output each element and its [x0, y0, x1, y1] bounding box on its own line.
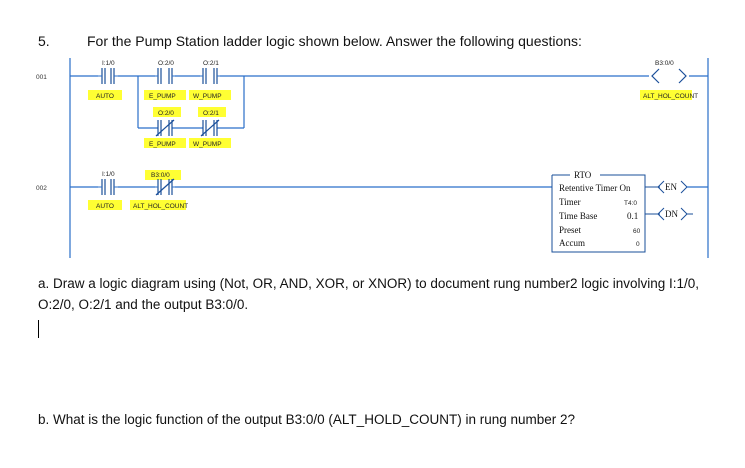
- contact-w-pump-xic: [189, 60, 231, 100]
- contact-tag: ALT_HOL_COUNT: [133, 203, 189, 210]
- rto-title: RTO: [574, 170, 592, 180]
- contact-tag: AUTO: [96, 203, 114, 210]
- contact-address: O:2/1: [203, 110, 219, 117]
- coil-tag: ALT_HOL_COUNT: [643, 93, 699, 100]
- contact-tag: W_PUMP: [193, 141, 222, 148]
- contact-auto-rung2: [88, 171, 122, 210]
- contact-tag: E_PUMP: [149, 141, 176, 148]
- contact-auto-rung1: [88, 60, 122, 100]
- contact-address: O:2/0: [158, 110, 174, 117]
- text-cursor: [38, 320, 39, 338]
- question-prompt: For the Pump Station ladder logic shown below. Answer the following questions:: [87, 33, 582, 49]
- rto-accum-label: Accum: [559, 238, 585, 248]
- contact-tag: E_PUMP: [149, 93, 176, 100]
- output-coil-alt-hol-count: [640, 60, 698, 100]
- rto-base-value: 0.1: [627, 211, 639, 221]
- rto-timer-label: Timer: [559, 197, 581, 207]
- rung-number-2: 002: [36, 185, 47, 192]
- question-part-a: a. Draw a logic diagram using (Not, OR, AND, XOR, or XNOR) to document rung number2 logic involving I:1/0, O:2/0, O:2/1 and the output B3:0/0.: [38, 276, 700, 312]
- rto-base-label: Time Base: [559, 211, 598, 221]
- contact-tag: AUTO: [96, 93, 114, 100]
- rto-preset-value: 60: [633, 228, 641, 235]
- contact-address: I:1/0: [102, 171, 115, 178]
- contact-address: I:1/0: [102, 60, 115, 67]
- contact-e-pump-xic: [144, 60, 186, 100]
- contact-alt-hol-count-xio: [130, 170, 188, 210]
- rto-dn-output: DN: [665, 209, 678, 219]
- rto-preset-label: Preset: [559, 225, 581, 235]
- contact-address: B3:0/0: [151, 172, 170, 179]
- rto-subtitle: Retentive Timer On: [559, 183, 631, 193]
- contact-tag: W_PUMP: [193, 93, 222, 100]
- rto-timer-value: T4:0: [624, 200, 638, 207]
- question-part-b: b. What is the logic function of the output B3:0/0 (ALT_HOLD_COUNT) in rung number 2?: [38, 412, 576, 427]
- rto-accum-value: 0: [636, 241, 640, 248]
- coil-address: B3:0/0: [655, 60, 674, 67]
- rto-instruction-block: [552, 170, 708, 252]
- question-number: 5.: [38, 33, 50, 49]
- contact-address: O:2/1: [203, 60, 219, 67]
- rung-number-1: 001: [36, 74, 47, 81]
- rto-en-output: EN: [665, 182, 677, 192]
- contact-address: O:2/0: [158, 60, 174, 67]
